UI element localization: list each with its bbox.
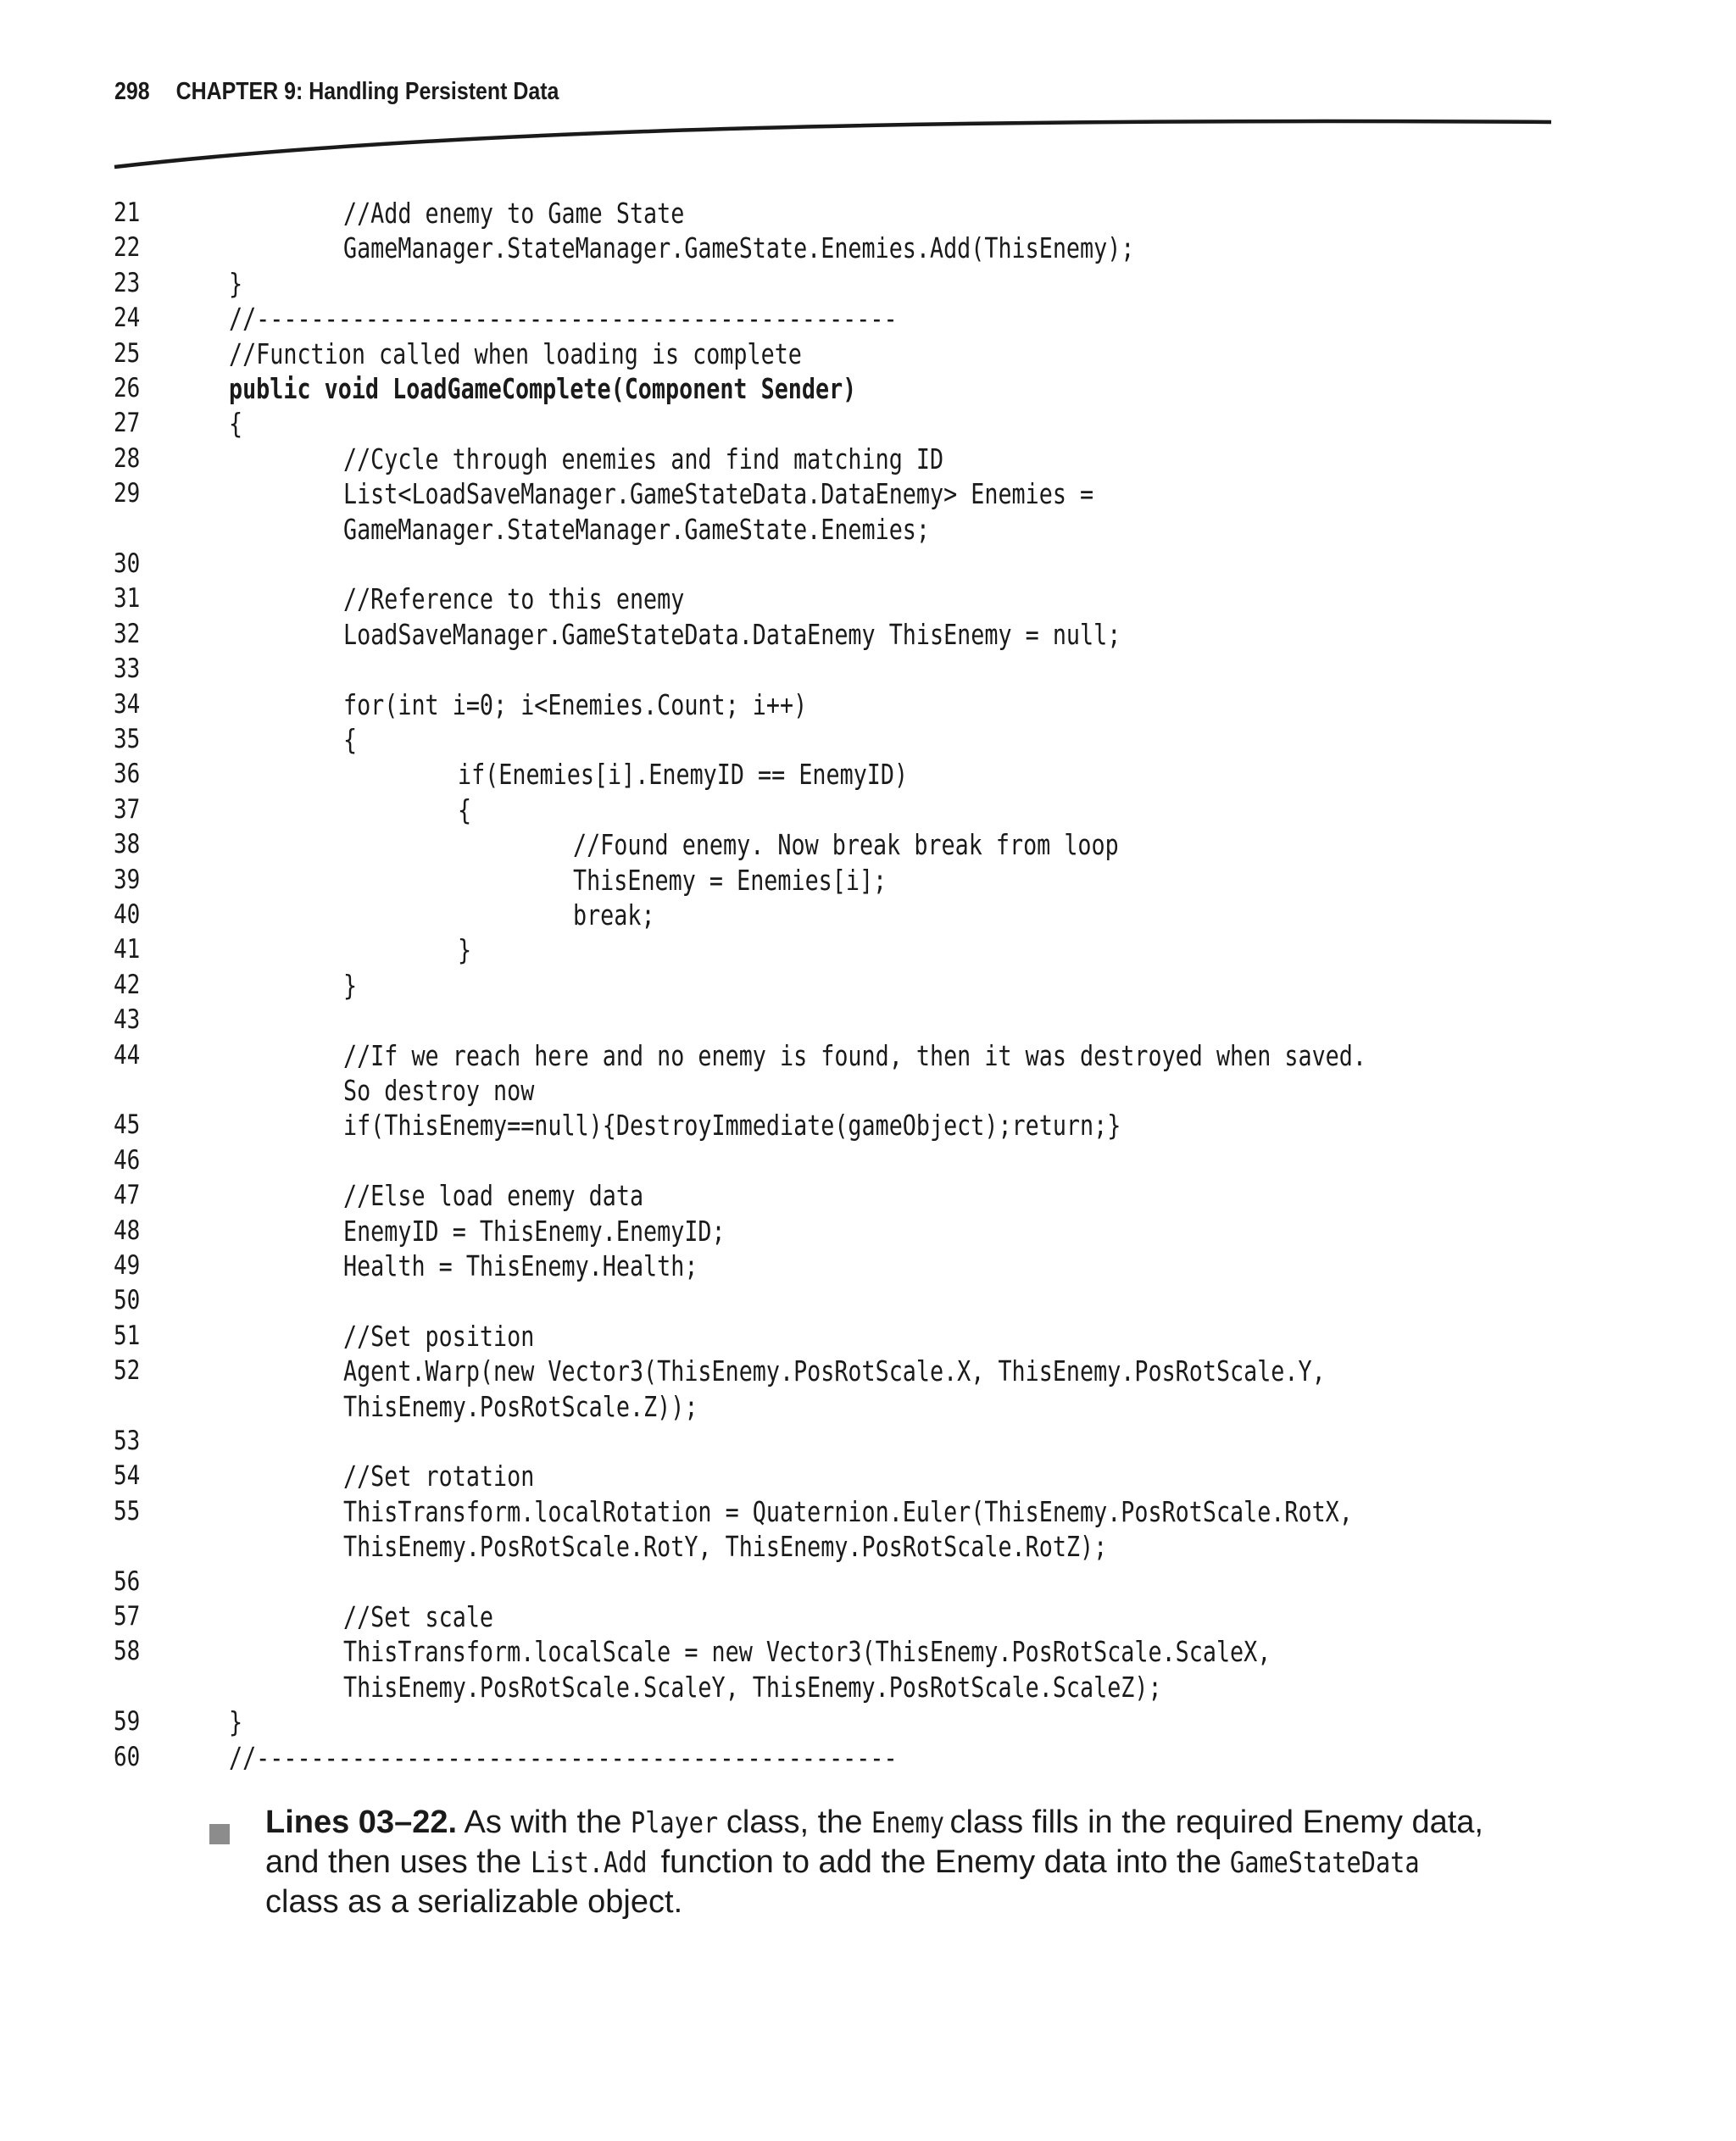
code-text: } [458,933,472,967]
inline-code: GameStateData [1230,1846,1420,1880]
line-number: 41 [114,934,141,965]
code-line [0,722,1736,757]
code-text: //Function called when loading is complete [229,336,802,370]
code-text: //----------------------------------------------- [229,1740,898,1774]
code-line [0,1599,1736,1634]
code-text: List<LoadSaveManager.GameStateData.DataEnemy> Enemies = [343,477,1094,511]
code-line [0,792,1736,827]
line-number: 54 [114,1460,141,1492]
code-line [0,652,1736,687]
code-line [0,1529,1736,1564]
line-number: 40 [114,899,141,930]
code-line [0,476,1736,511]
code-line [0,1704,1736,1739]
line-number: 31 [114,583,141,614]
line-number: 28 [114,442,141,474]
line-number: 33 [114,653,141,685]
inline-code: Player [630,1806,719,1840]
code-text: } [343,968,358,1002]
line-number: 43 [114,1004,141,1036]
code-line [0,1389,1736,1424]
line-number: 22 [114,232,141,264]
code-text: //Set position [343,1319,535,1353]
code-line [0,1565,1736,1599]
line-number: 26 [114,373,141,403]
code-text: //----------------------------------------------- [229,302,898,336]
line-number: 39 [114,864,141,895]
line-number: 23 [114,267,141,298]
code-text: So destroy now [343,1074,535,1107]
line-number: 56 [114,1565,141,1597]
code-line [0,1108,1736,1143]
code-line [0,1424,1736,1459]
line-number: 47 [114,1180,141,1211]
line-number: 44 [114,1039,141,1070]
code-line [0,1319,1736,1354]
code-line [0,581,1736,616]
code-line [0,898,1736,932]
bullet-text: Lines 03–22. As with the Player class, the Enemy class fills in the required Enemy data, and then uses the List.Add function to add the Enemy data into the GameStateData class as a serializable object. [265,1805,1483,1920]
code-text: public void LoadGameComplete(Component Sender) [229,372,857,405]
code-line [0,1459,1736,1493]
code-text: { [343,723,358,756]
bullet-lead: Lines 03–22. [265,1805,458,1840]
line-number: 42 [114,969,141,1000]
line-number: 37 [114,793,141,825]
line-number: 59 [114,1706,141,1738]
line-number: 34 [114,688,141,720]
code-text: GameManager.StateManager.GameState.Enemies.Add(ThisEnemy); [343,231,1135,265]
code-line [0,196,1736,231]
line-number: 45 [114,1109,141,1141]
line-number: 57 [114,1601,141,1632]
code-line [0,266,1736,301]
line-number: 46 [114,1144,141,1176]
line-number: 49 [114,1250,141,1281]
code-text: { [229,407,243,441]
bullet-marker [209,1824,230,1844]
code-line [0,1494,1736,1529]
code-text: //Reference to this enemy [343,582,685,616]
code-line [0,968,1736,1003]
code-line [0,371,1736,406]
code-text: //Else load enemy data [343,1179,644,1213]
code-text: //Set scale [343,1600,494,1633]
code-text: ThisEnemy.PosRotScale.RotY, ThisEnemy.PosRotScale.RotZ); [343,1530,1108,1564]
code-line [0,1143,1736,1178]
code-line [0,301,1736,336]
line-number: 38 [114,829,141,860]
chapter-title: CHAPTER 9: Handling Persistent Data [175,78,559,105]
code-line [0,932,1736,967]
code-line [0,406,1736,441]
code-line [0,827,1736,862]
line-number: 51 [114,1320,141,1351]
code-text: //If we reach here and no enemy is found, then it was destroyed when saved. [343,1038,1366,1072]
code-text: break; [573,898,655,931]
code-line [0,336,1736,371]
line-number: 50 [114,1285,141,1316]
code-line [0,617,1736,652]
line-number: 27 [114,408,141,439]
inline-code: List.Add [530,1846,648,1880]
line-number: 29 [114,478,141,509]
code-text: if(Enemies[i].EnemyID == EnemyID) [458,758,909,792]
line-number: 53 [114,1426,141,1456]
code-text: LoadSaveManager.GameStateData.DataEnemy ThisEnemy = null; [343,617,1121,651]
line-number: 58 [114,1636,141,1667]
line-number: 52 [114,1355,141,1387]
code-text: Health = ThisEnemy.Health; [343,1249,698,1282]
line-number: 60 [114,1741,141,1772]
code-text: //Add enemy to Game State [343,197,685,230]
code-line [0,687,1736,722]
code-text: } [229,266,243,300]
code-line [0,1214,1736,1248]
code-text: for(int i=0; i<Enemies.Count; i++) [343,687,808,721]
code-line [0,1740,1736,1775]
code-text: EnemyID = ThisEnemy.EnemyID; [343,1214,726,1248]
code-line [0,1283,1736,1318]
code-line [0,757,1736,792]
code-text: ThisTransform.localScale = new Vector3(ThisEnemy.PosRotScale.ScaleX, [343,1635,1271,1669]
code-text: //Set rotation [343,1460,535,1493]
inline-code: Enemy [871,1806,944,1840]
line-number: 36 [114,759,141,790]
code-text: //Found enemy. Now break break from loop [573,828,1119,862]
code-line [0,863,1736,898]
code-line [0,1073,1736,1108]
code-text: if(ThisEnemy==null){DestroyImmediate(gameObject);return;} [343,1109,1121,1143]
line-number: 35 [114,724,141,754]
code-line [0,1248,1736,1283]
code-line [0,231,1736,265]
line-number: 24 [114,303,141,334]
code-text: //Cycle through enemies and find matching ID [343,442,944,475]
code-text: ThisEnemy.PosRotScale.ScaleY, ThisEnemy.PosRotScale.ScaleZ); [343,1670,1162,1704]
code-line [0,512,1736,547]
code-text: Agent.Warp(new Vector3(ThisEnemy.PosRotScale.X, ThisEnemy.PosRotScale.Y, [343,1354,1326,1388]
code-line [0,1354,1736,1388]
code-line [0,547,1736,581]
code-line [0,1038,1736,1073]
code-text: ThisEnemy.PosRotScale.Z)); [343,1389,698,1423]
code-line [0,1003,1736,1037]
code-line [0,1634,1736,1669]
line-number: 55 [114,1495,141,1527]
code-text: ThisTransform.localRotation = Quaternion.Euler(ThisEnemy.PosRotScale.RotX, [343,1494,1353,1528]
code-text: } [229,1705,243,1739]
code-line [0,1178,1736,1213]
code-line [0,1670,1736,1704]
line-number: 48 [114,1215,141,1246]
page-number: 298 [114,78,150,105]
header-rule [0,0,1736,186]
line-number: 30 [114,548,141,579]
code-text: ThisEnemy = Enemies[i]; [573,863,887,897]
code-text: GameManager.StateManager.GameState.Enemies; [343,512,930,546]
line-number: 25 [114,337,141,369]
line-number: 21 [114,197,141,228]
line-number: 32 [114,618,141,649]
code-line [0,442,1736,476]
code-text: { [458,792,472,826]
